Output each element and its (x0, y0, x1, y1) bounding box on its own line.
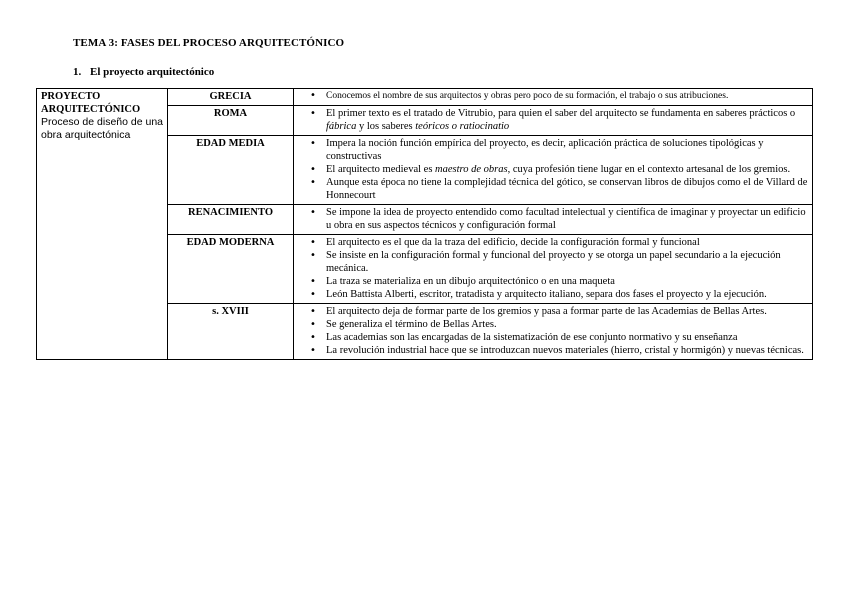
bullet-item: • Las academias son las encargadas de la sistematización de ese conjunto normativo y su enseñanza (310, 331, 808, 344)
period-cell (168, 205, 294, 235)
document-title: TEMA 3: FASES DEL PROCESO ARQUITECTÓNICO (73, 37, 345, 49)
bullet-item: • El arquitecto deja de formar parte de los gremios y pasa a formar parte de las Academias de Bellas Artes. (310, 305, 808, 318)
bullet-list (298, 305, 808, 357)
bullet-item: • El arquitecto medieval es maestro de obras, cuya profesión tiene lugar en el contexto artesanal de los gremios. (310, 163, 808, 176)
concept-heading: PROYECTO ARQUITECTÓNICO (41, 91, 141, 115)
period-cell (168, 89, 294, 106)
bullet-item: • Conocemos el nombre de sus arquitectos y obras pero poco de su formación, el trabajo o sus atribuciones. (310, 90, 808, 102)
period-cell (168, 136, 294, 205)
description-cell (294, 89, 813, 106)
period-label: EDAD MODERNA (186, 237, 275, 248)
bullet-item: • Se generaliza el término de Bellas Artes. (310, 318, 808, 331)
phases-table (36, 88, 813, 360)
bullet-item: • Aunque esta época no tiene la complejidad técnica del gótico, se conservan libros de dibujos como el de Villard de Honnecourt (310, 176, 808, 202)
section-label: El proyecto arquitectónico (90, 66, 215, 78)
bullet-item: • Se insiste en la configuración formal y funcional del proyecto y se otorga un papel secundario a la ejecución mecánica. (310, 249, 808, 275)
description-cell (294, 235, 813, 304)
bullet-list (298, 206, 808, 232)
period-label: RENACIMIENTO (188, 207, 273, 218)
concept-definition: Proceso de diseño de una obra arquitectónica (41, 116, 164, 141)
description-cell (294, 106, 813, 136)
table-row (37, 89, 813, 106)
bullet-item: • La traza se materializa en un dibujo arquitectónico o en una maqueta (310, 275, 808, 288)
period-cell (168, 235, 294, 304)
period-label: ROMA (213, 108, 248, 119)
period-label: s. XVIII (212, 306, 249, 317)
bullet-item: • Se impone la idea de proyecto entendido como facultad intelectual y científica de imaginar y proyectar un edificio u obra en sus aspectos técnicos y configuración formal (310, 206, 808, 232)
bullet-item: • El primer texto es el tratado de Vitrubio, para quien el saber del arquitecto se fundamenta en saberes prácticos o fábrica y los saberes teóricos o ratiocinatio (310, 107, 808, 133)
bullet-item: • León Battista Alberti, escritor, tratadista y arquitecto italiano, separa dos fases el proyecto y la ejecución. (310, 288, 808, 301)
concept-cell (37, 89, 168, 360)
bullet-item: • El arquitecto es el que da la traza del edificio, decide la configuración formal y funcional (310, 236, 808, 249)
bullet-item: • Impera la noción función empírica del proyecto, es decir, aplicación práctica de soluciones tipológicas y constructivas (310, 137, 808, 163)
description-cell (294, 304, 813, 360)
bullet-list (298, 137, 808, 202)
section-heading (73, 66, 214, 78)
description-cell (294, 136, 813, 205)
period-label: EDAD MEDIA (196, 138, 265, 149)
bullet-list (298, 90, 808, 102)
bullet-list (298, 107, 808, 133)
period-label: GRECIA (209, 91, 252, 102)
description-cell (294, 205, 813, 235)
bullet-list (298, 236, 808, 301)
period-cell (168, 106, 294, 136)
section-number: 1. (73, 66, 82, 78)
period-cell (168, 304, 294, 360)
bullet-item: • La revolución industrial hace que se introduzcan nuevos materiales (hierro, cristal y hormigón) y nuevas técnicas. (310, 344, 808, 357)
